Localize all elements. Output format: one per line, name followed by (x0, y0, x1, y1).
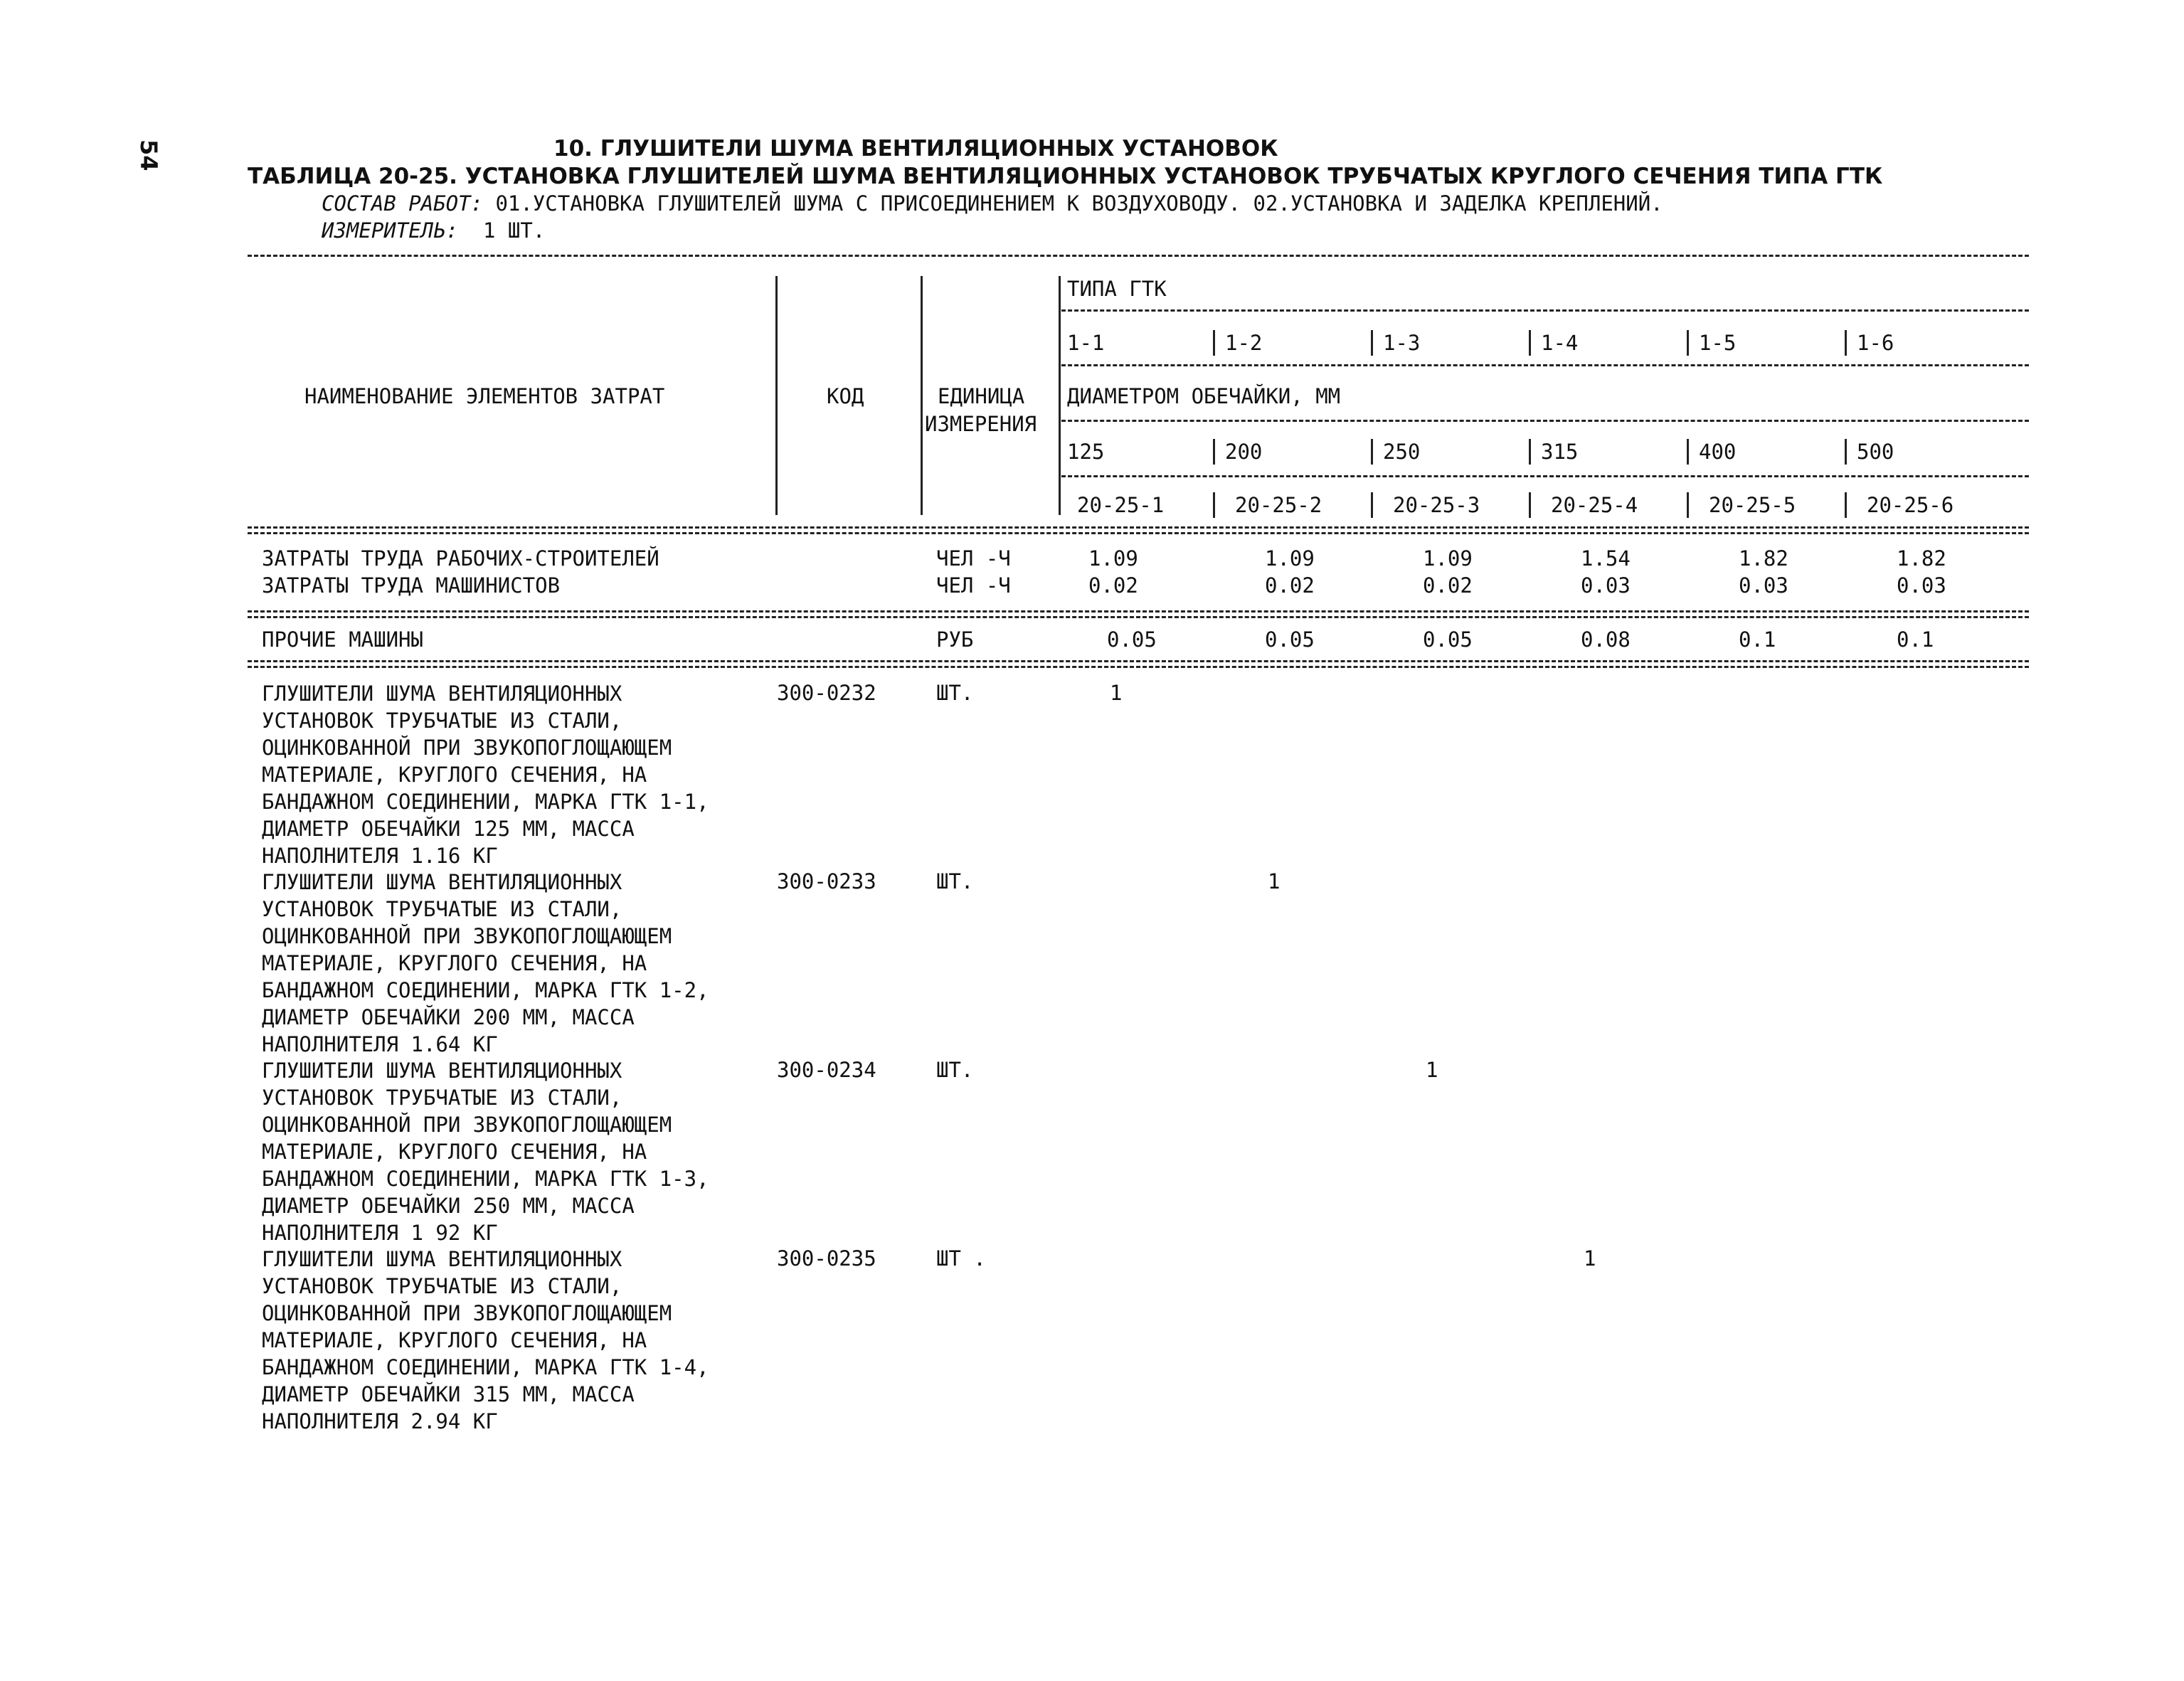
value-cell: 0.05 (1423, 627, 1473, 652)
header-bottom-rule-2 (248, 532, 2029, 534)
col-tick (1529, 492, 1531, 518)
header-name: НАИМЕНОВАНИЕ ЭЛЕМЕНТОВ ЗАТРАТ (304, 384, 665, 408)
code-cell: 20-25-2 (1235, 493, 1322, 517)
material-line: БАНДАЖНОМ СОЕДИНЕНИИ, МАРКА ГТК 1-3, (262, 1167, 709, 1191)
material-line: УСТАНОВОК ТРУБЧАТЫЕ ИЗ СТАЛИ, (262, 897, 622, 921)
labor-name: ЗАТРАТЫ ТРУДА МАШИНИСТОВ (262, 573, 561, 598)
value-cell: 1.82 (1739, 546, 1788, 571)
col-tick (1529, 439, 1531, 465)
header-code: КОД (827, 384, 864, 408)
value-cell: 0.02 (1265, 573, 1315, 598)
material-qty: 1 (1268, 869, 1281, 893)
col-tick (1529, 330, 1531, 356)
material-description (262, 1057, 709, 1246)
material-description (262, 869, 709, 1058)
material-line: МАТЕРИАЛЕ, КРУГЛОГО СЕЧЕНИЯ, НА (262, 1328, 647, 1352)
value-cell: 0.02 (1423, 573, 1473, 598)
machines-bottom-rule-2 (248, 666, 2029, 668)
material-line: ОЦИНКОВАННОЙ ПРИ ЗВУКОПОГЛОЩАЮЩЕМ (262, 736, 672, 760)
material-code: 300-0232 (777, 681, 876, 705)
value-cell: 1.54 (1581, 546, 1631, 571)
material-qty: 1 (1426, 1058, 1438, 1082)
labor-bottom-rule-2 (248, 616, 2029, 618)
col-tick (1687, 492, 1689, 518)
work-label: СОСТАВ РАБОТ: (322, 191, 483, 216)
value-cell: 1.82 (1897, 546, 1946, 571)
material-line: ГЛУШИТЕЛИ ШУМА ВЕНТИЛЯЦИОННЫХ (262, 1059, 622, 1083)
material-qty: 1 (1110, 681, 1123, 705)
value-cell: 0.1 (1739, 627, 1776, 652)
header-unit-1: ЕДИНИЦА (938, 384, 1025, 408)
col-tick (1687, 439, 1689, 465)
col-tick (1371, 439, 1373, 465)
header-unit-2: ИЗМЕРЕНИЯ (925, 412, 1037, 436)
header-subrule-4 (1061, 475, 2029, 477)
material-qty: 1 (1584, 1246, 1596, 1271)
header-sep-1 (775, 276, 778, 515)
header-subrule-1 (1061, 309, 2029, 312)
col-tick (1845, 439, 1847, 465)
labor-unit: ЧЕЛ -Ч (936, 546, 1011, 571)
material-line: ГЛУШИТЕЛИ ШУМА ВЕНТИЛЯЦИОННЫХ (262, 682, 622, 706)
header-sep-3 (1059, 276, 1061, 515)
labor-name: ЗАТРАТЫ ТРУДА РАБОЧИХ-СТРОИТЕЛЕЙ (262, 546, 659, 571)
col-tick (1371, 330, 1373, 356)
work-composition (322, 193, 1663, 214)
material-line: НАПОЛНИТЕЛЯ 1.16 КГ (262, 844, 498, 868)
type-cell: 1-1 (1067, 331, 1105, 355)
type-cell: 1-3 (1383, 331, 1421, 355)
col-tick (1687, 330, 1689, 356)
header-subrule-3 (1061, 420, 2029, 422)
diameter-cell: 250 (1383, 440, 1421, 464)
material-code: 300-0234 (777, 1058, 876, 1082)
material-line: МАТЕРИАЛЕ, КРУГЛОГО СЕЧЕНИЯ, НА (262, 763, 647, 787)
col-tick (1213, 439, 1215, 465)
material-unit: ШТ . (936, 1246, 986, 1271)
meter-line (322, 218, 546, 243)
code-cell: 20-25-1 (1077, 493, 1165, 517)
value-cell: 1.09 (1265, 546, 1315, 571)
header-sep-2 (921, 276, 923, 515)
material-line: ДИАМЕТР ОБЕЧАЙКИ 125 ММ, МАССА (262, 817, 635, 841)
diameter-cell: 125 (1067, 440, 1105, 464)
code-cell: 20-25-5 (1709, 493, 1796, 517)
material-line: БАНДАЖНОМ СОЕДИНЕНИИ, МАРКА ГТК 1-2, (262, 978, 709, 1002)
material-line: ДИАМЕТР ОБЕЧАЙКИ 315 ММ, МАССА (262, 1382, 635, 1406)
header-top-rule (248, 255, 2029, 257)
type-cell: 1-2 (1225, 331, 1263, 355)
value-cell: 0.03 (1581, 573, 1631, 598)
header-type-label: ТИПА ГТК (1067, 277, 1167, 301)
material-line: УСТАНОВОК ТРУБЧАТЫЕ ИЗ СТАЛИ, (262, 1274, 622, 1298)
value-cell: 1.09 (1088, 546, 1138, 571)
material-line: ДИАМЕТР ОБЕЧАЙКИ 250 ММ, МАССА (262, 1194, 635, 1218)
value-cell: 0.03 (1739, 573, 1788, 598)
labor-bottom-rule (248, 610, 2029, 613)
material-line: ГЛУШИТЕЛИ ШУМА ВЕНТИЛЯЦИОННЫХ (262, 1247, 622, 1271)
material-line: ДИАМЕТР ОБЕЧАЙКИ 200 ММ, МАССА (262, 1005, 635, 1029)
section-title: 10. ГЛУШИТЕЛИ ШУМА ВЕНТИЛЯЦИОННЫХ УСТАНОВОК (553, 136, 1278, 161)
meter-text: 1 ШТ. (482, 218, 546, 243)
material-code: 300-0233 (777, 869, 876, 893)
value-cell: 0.05 (1265, 627, 1315, 652)
diameter-cell: 200 (1225, 440, 1263, 464)
material-line: УСТАНОВОК ТРУБЧАТЫЕ ИЗ СТАЛИ, (262, 709, 622, 733)
col-tick (1213, 492, 1215, 518)
material-line: ОЦИНКОВАННОЙ ПРИ ЗВУКОПОГЛОЩАЮЩЕМ (262, 1301, 672, 1325)
code-cell: 20-25-4 (1551, 493, 1638, 517)
col-tick (1845, 492, 1847, 518)
material-line: БАНДАЖНОМ СОЕДИНЕНИИ, МАРКА ГТК 1-4, (262, 1355, 709, 1379)
material-line: УСТАНОВОК ТРУБЧАТЫЕ ИЗ СТАЛИ, (262, 1086, 622, 1110)
col-tick (1371, 492, 1373, 518)
header-bottom-rule (248, 526, 2029, 529)
type-cell: 1-6 (1857, 331, 1894, 355)
diameter-cell: 500 (1857, 440, 1894, 464)
material-description (262, 680, 709, 869)
type-cell: 1-5 (1699, 331, 1737, 355)
material-line: НАПОЛНИТЕЛЯ 1.64 КГ (262, 1032, 498, 1056)
value-cell: 0.05 (1107, 627, 1157, 652)
value-cell: 0.08 (1581, 627, 1631, 652)
material-line: БАНДАЖНОМ СОЕДИНЕНИИ, МАРКА ГТК 1-1, (262, 790, 709, 814)
material-line: МАТЕРИАЛЕ, КРУГЛОГО СЕЧЕНИЯ, НА (262, 951, 647, 975)
material-line: НАПОЛНИТЕЛЯ 1 92 КГ (262, 1221, 498, 1245)
header-subrule-2 (1061, 364, 2029, 366)
machines-name: ПРОЧИЕ МАШИНЫ (262, 627, 423, 652)
type-cell: 1-4 (1541, 331, 1579, 355)
col-tick (1213, 330, 1215, 356)
material-unit: ШТ. (936, 869, 974, 893)
material-code: 300-0235 (777, 1246, 876, 1271)
material-line: НАПОЛНИТЕЛЯ 2.94 КГ (262, 1409, 498, 1433)
material-line: ОЦИНКОВАННОЙ ПРИ ЗВУКОПОГЛОЩАЮЩЕМ (262, 924, 672, 948)
value-cell: 0.1 (1897, 627, 1934, 652)
material-unit: ШТ. (936, 1058, 974, 1082)
machines-bottom-rule (248, 660, 2029, 662)
material-description (262, 1246, 709, 1435)
value-cell: 1.09 (1423, 546, 1473, 571)
meter-label: ИЗМЕРИТЕЛЬ: (322, 218, 459, 243)
header-diameter-label: ДИАМЕТРОМ ОБЕЧАЙКИ, ММ (1067, 384, 1341, 408)
diameter-cell: 400 (1699, 440, 1737, 464)
value-cell: 0.02 (1088, 573, 1138, 598)
material-unit: ШТ. (936, 681, 974, 705)
code-cell: 20-25-3 (1393, 493, 1480, 517)
table-title: ТАБЛИЦА 20-25. УСТАНОВКА ГЛУШИТЕЛЕЙ ШУМА ВЕНТИЛЯЦИОННЫХ УСТАНОВОК ТРУБЧАТЫХ КРУГЛОГО СЕЧЕНИЯ ТИПА ГТК (248, 164, 1883, 189)
value-cell: 0.03 (1897, 573, 1946, 598)
material-line: МАТЕРИАЛЕ, КРУГЛОГО СЕЧЕНИЯ, НА (262, 1140, 647, 1164)
page-number: 54 (135, 139, 162, 171)
work-text: 01.УСТАНОВКА ГЛУШИТЕЛЕЙ ШУМА С ПРИСОЕДИНЕНИЕМ К ВОЗДУХОВОДУ. 02.УСТАНОВКА И ЗАДЕЛКА КРЕПЛЕНИЙ. (495, 191, 1663, 216)
material-line: ОЦИНКОВАННОЙ ПРИ ЗВУКОПОГЛОЩАЮЩЕМ (262, 1113, 672, 1137)
diameter-cell: 315 (1541, 440, 1579, 464)
code-cell: 20-25-6 (1867, 493, 1954, 517)
col-tick (1845, 330, 1847, 356)
labor-unit: ЧЕЛ -Ч (936, 573, 1011, 598)
material-line: ГЛУШИТЕЛИ ШУМА ВЕНТИЛЯЦИОННЫХ (262, 870, 622, 894)
machines-unit: РУБ (936, 627, 974, 652)
